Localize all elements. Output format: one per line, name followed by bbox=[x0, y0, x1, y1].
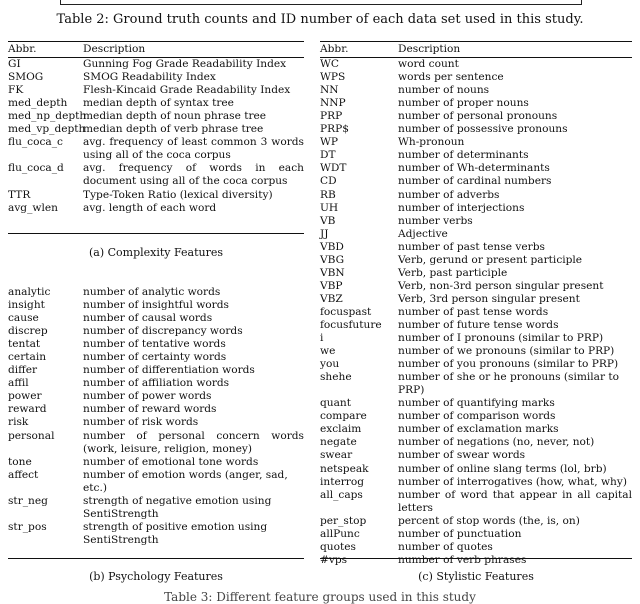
feature-description: avg. length of each word bbox=[83, 201, 217, 214]
feature-abbr: exclaim bbox=[320, 423, 362, 436]
table-row bbox=[320, 254, 632, 267]
feature-description: number of comparison words bbox=[398, 410, 556, 423]
feature-description: number of quantifying marks bbox=[398, 397, 555, 410]
feature-description: strength of positive emotion using SentiStrength bbox=[83, 520, 268, 546]
feature-description: number of verb phrases bbox=[398, 553, 527, 566]
feature-description: number of past tense verbs bbox=[398, 240, 545, 253]
feature-abbr: VBG bbox=[320, 253, 345, 266]
table-row bbox=[320, 423, 632, 436]
feature-abbr: CD bbox=[320, 175, 337, 188]
table-row bbox=[320, 293, 632, 306]
feature-abbr: quotes bbox=[320, 540, 356, 553]
feature-abbr: discrep bbox=[8, 325, 48, 338]
feature-abbr: VB bbox=[320, 214, 336, 227]
feature-description: number of word that appear in all capital letters bbox=[398, 488, 632, 514]
feature-description: median depth of verb phrase tree bbox=[83, 123, 264, 136]
feature-abbr: WPS bbox=[320, 71, 346, 84]
feature-description: strength of negative emotion using SentiStrength bbox=[83, 494, 272, 520]
feature-description: number of you pronouns (similar to PRP) bbox=[398, 358, 619, 371]
table-row bbox=[320, 371, 632, 397]
feature-description: median depth of syntax tree bbox=[83, 97, 234, 110]
feature-description: number of power words bbox=[83, 390, 212, 403]
feature-description: Verb, gerund or present participle bbox=[398, 253, 583, 266]
feature-abbr: affect bbox=[8, 468, 39, 481]
feature-abbr: avg_wlen bbox=[8, 201, 58, 214]
feature-abbr: GI bbox=[8, 58, 21, 71]
feature-abbr: VBZ bbox=[320, 292, 343, 305]
feature-description: Gunning Fog Grade Readability Index bbox=[83, 58, 287, 71]
feature-description: number of swear words bbox=[398, 449, 526, 462]
feature-description: words per sentence bbox=[398, 71, 504, 84]
abbr-header: Abbr. bbox=[320, 43, 349, 55]
feature-abbr: differ bbox=[8, 364, 38, 377]
feature-description: number of causal words bbox=[83, 312, 213, 325]
table-row bbox=[320, 541, 632, 554]
feature-abbr: VBD bbox=[320, 240, 344, 253]
feature-abbr: all_caps bbox=[320, 488, 363, 501]
table-row bbox=[8, 351, 304, 364]
feature-abbr: compare bbox=[320, 410, 367, 423]
feature-description: number of quotes bbox=[398, 540, 493, 553]
feature-abbr: i bbox=[320, 332, 324, 345]
table-row bbox=[8, 521, 304, 547]
table-row bbox=[320, 123, 632, 136]
feature-description: number of cardinal numbers bbox=[398, 175, 552, 188]
feature-abbr: WC bbox=[320, 58, 339, 71]
feature-description: number of negations (no, never, not) bbox=[398, 436, 595, 449]
table-row bbox=[8, 136, 304, 162]
feature-abbr: med_depth bbox=[8, 97, 68, 110]
feature-abbr: per_stop bbox=[320, 514, 367, 527]
feature-description: word count bbox=[398, 58, 459, 71]
feature-description: median depth of noun phrase tree bbox=[83, 110, 267, 123]
stylistic-features-table bbox=[320, 41, 632, 567]
feature-description: number of tentative words bbox=[83, 338, 226, 351]
feature-description: number verbs bbox=[398, 214, 473, 227]
feature-description: Flesh-Kincaid Grade Readability Index bbox=[83, 84, 291, 97]
feature-description: number of certainty words bbox=[83, 351, 227, 364]
feature-abbr: med_vp_depth bbox=[8, 123, 86, 136]
table-row bbox=[320, 215, 632, 228]
feature-description: number of exclamation marks bbox=[398, 423, 559, 436]
feature-description: percent of stop words (the, is, on) bbox=[398, 514, 580, 527]
feature-abbr: UH bbox=[320, 201, 339, 214]
table-row bbox=[8, 390, 304, 403]
feature-abbr: swear bbox=[320, 449, 353, 462]
feature-abbr: negate bbox=[320, 436, 357, 449]
feature-abbr: PRP bbox=[320, 110, 343, 123]
feature-abbr: str_pos bbox=[8, 520, 47, 533]
feature-description: number of affiliation words bbox=[83, 377, 230, 390]
feature-description: number of punctuation bbox=[398, 527, 522, 540]
feature-description: Verb, past participle bbox=[398, 266, 508, 279]
table-row bbox=[320, 267, 632, 280]
table-row bbox=[320, 463, 632, 476]
feature-description: number of personal concern words (work, leisure, religion, money) bbox=[83, 429, 304, 455]
description-header: Description bbox=[398, 43, 461, 55]
feature-abbr: NN bbox=[320, 84, 339, 97]
feature-abbr: risk bbox=[8, 416, 29, 429]
table-header bbox=[8, 41, 304, 58]
feature-abbr: str_neg bbox=[8, 494, 48, 507]
table-row bbox=[320, 136, 632, 149]
complexity-caption: (a) Complexity Features bbox=[88, 246, 224, 259]
table-row bbox=[320, 241, 632, 254]
feature-description: number of personal pronouns bbox=[398, 110, 558, 123]
table-row bbox=[320, 110, 632, 123]
psychology-features-table bbox=[8, 286, 304, 547]
table-3-caption: Table 3: Different feature groups used in this study bbox=[164, 590, 476, 604]
feature-abbr: PRP$ bbox=[320, 123, 349, 136]
feature-description: number of differentiation words bbox=[83, 364, 255, 377]
table-row bbox=[8, 495, 304, 521]
table-row bbox=[8, 71, 304, 84]
feature-abbr: FK bbox=[8, 84, 24, 97]
feature-abbr: power bbox=[8, 390, 42, 403]
table-row bbox=[320, 449, 632, 462]
table-row bbox=[8, 84, 304, 97]
table-row bbox=[8, 97, 304, 110]
abbr-header: Abbr. bbox=[8, 43, 37, 55]
feature-description: avg. frequency of least common 3 words using all of the coca corpus bbox=[83, 136, 304, 162]
table-row bbox=[320, 489, 632, 515]
feature-description: number of insightful words bbox=[83, 299, 229, 312]
table-row bbox=[320, 528, 632, 541]
feature-description: Verb, 3rd person singular present bbox=[398, 292, 580, 305]
table-row bbox=[8, 430, 304, 456]
table-row bbox=[8, 162, 304, 188]
feature-description: Verb, non-3rd person singular present bbox=[398, 279, 604, 292]
feature-description: number of we pronouns (similar to PRP) bbox=[398, 345, 615, 358]
table-row bbox=[8, 286, 304, 299]
table-row bbox=[8, 110, 304, 123]
table-row bbox=[320, 345, 632, 358]
feature-abbr: flu_coca_d bbox=[8, 162, 64, 175]
complexity-bottom-rule bbox=[8, 233, 304, 234]
table-row bbox=[320, 149, 632, 162]
table-header bbox=[320, 41, 632, 58]
feature-abbr: personal bbox=[8, 429, 55, 442]
table-row bbox=[320, 228, 632, 241]
feature-description: SMOG Readability Index bbox=[83, 71, 216, 84]
feature-abbr: interrog bbox=[320, 475, 365, 488]
feature-description: number of risk words bbox=[83, 416, 199, 429]
feature-abbr: WDT bbox=[320, 162, 347, 175]
table-row bbox=[320, 97, 632, 110]
feature-description: number of nouns bbox=[398, 84, 490, 97]
feature-description: number of discrepancy words bbox=[83, 325, 243, 338]
feature-description: number of analytic words bbox=[83, 286, 221, 298]
table-row bbox=[320, 515, 632, 528]
feature-description: number of she or he pronouns (similar to PRP) bbox=[398, 371, 620, 397]
feature-description: number of emotional tone words bbox=[83, 455, 259, 468]
table-row bbox=[320, 162, 632, 175]
feature-abbr: VBP bbox=[320, 279, 343, 292]
feature-description: avg. frequency of words in each document using all of the coca corpus bbox=[83, 162, 304, 188]
feature-abbr: insight bbox=[8, 299, 45, 312]
table-row bbox=[8, 299, 304, 312]
psychology-bottom-rule bbox=[8, 558, 304, 559]
feature-description: number of I pronouns (similar to PRP) bbox=[398, 332, 604, 345]
table-row bbox=[320, 397, 632, 410]
feature-description: Type-Token Ratio (lexical diversity) bbox=[83, 188, 273, 201]
table-row bbox=[8, 377, 304, 390]
table-row bbox=[320, 71, 632, 84]
feature-abbr: DT bbox=[320, 149, 336, 162]
table-row bbox=[8, 325, 304, 338]
stylistic-caption: (c) Stylistic Features bbox=[418, 570, 534, 583]
table-row bbox=[8, 123, 304, 136]
previous-table-frame bbox=[60, 0, 582, 5]
table-row bbox=[320, 189, 632, 202]
table-2-caption: Table 2: Ground truth counts and ID number of each data set used in this study. bbox=[56, 12, 584, 27]
feature-abbr: #vps bbox=[320, 553, 348, 566]
feature-abbr: TTR bbox=[8, 188, 31, 201]
feature-description: number of proper nouns bbox=[398, 97, 529, 110]
table-row bbox=[320, 554, 632, 567]
table-row bbox=[320, 410, 632, 423]
table-row bbox=[8, 469, 304, 495]
feature-abbr: WP bbox=[320, 136, 339, 149]
feature-abbr: shehe bbox=[320, 371, 352, 384]
feature-abbr: analytic bbox=[8, 286, 51, 298]
feature-abbr: tentat bbox=[8, 338, 41, 351]
feature-abbr: med_np_depth bbox=[8, 110, 87, 123]
feature-abbr: reward bbox=[8, 403, 47, 416]
psychology-caption: (b) Psychology Features bbox=[89, 570, 223, 583]
table-row bbox=[8, 312, 304, 325]
table-row bbox=[320, 332, 632, 345]
feature-description: number of online slang terms (lol, brb) bbox=[398, 462, 607, 475]
feature-abbr: you bbox=[320, 358, 340, 371]
feature-description: number of Wh-determinants bbox=[398, 162, 550, 175]
feature-description: number of determinants bbox=[398, 149, 529, 162]
feature-abbr: RB bbox=[320, 188, 336, 201]
feature-abbr: we bbox=[320, 345, 336, 358]
table-row bbox=[320, 202, 632, 215]
feature-description: Adjective bbox=[398, 227, 448, 240]
feature-description: number of interjections bbox=[398, 201, 525, 214]
feature-description: number of interrogatives (how, what, why) bbox=[398, 475, 627, 488]
table-row bbox=[320, 306, 632, 319]
feature-abbr: quant bbox=[320, 397, 352, 410]
table-row bbox=[8, 364, 304, 377]
table-row bbox=[8, 456, 304, 469]
table-row bbox=[320, 476, 632, 489]
feature-abbr: tone bbox=[8, 455, 32, 468]
feature-description: number of adverbs bbox=[398, 188, 500, 201]
feature-abbr: certain bbox=[8, 351, 47, 364]
stylistic-bottom-rule bbox=[320, 558, 632, 559]
feature-abbr: focusfuture bbox=[320, 318, 382, 331]
feature-abbr: cause bbox=[8, 312, 39, 325]
feature-abbr: affil bbox=[8, 377, 29, 390]
table-row bbox=[8, 403, 304, 416]
feature-abbr: SMOG bbox=[8, 71, 44, 84]
table-row bbox=[320, 358, 632, 371]
feature-abbr: NNP bbox=[320, 97, 346, 110]
table-row bbox=[8, 58, 304, 71]
table-row bbox=[320, 175, 632, 188]
complexity-features-table bbox=[8, 41, 304, 215]
table-row bbox=[8, 202, 304, 215]
feature-abbr: focuspast bbox=[320, 305, 372, 318]
table-row bbox=[320, 84, 632, 97]
feature-description: number of future tense words bbox=[398, 318, 559, 331]
feature-description: Wh-pronoun bbox=[398, 136, 465, 149]
table-row bbox=[320, 58, 632, 71]
feature-abbr: netspeak bbox=[320, 462, 369, 475]
feature-description: number of past tense words bbox=[398, 305, 549, 318]
feature-abbr: allPunc bbox=[320, 527, 360, 540]
feature-description: number of possessive pronouns bbox=[398, 123, 568, 136]
table-row bbox=[8, 189, 304, 202]
feature-abbr: VBN bbox=[320, 266, 345, 279]
feature-abbr: JJ bbox=[320, 227, 329, 240]
table-row bbox=[8, 338, 304, 351]
table-row bbox=[320, 319, 632, 332]
table-row bbox=[8, 416, 304, 429]
feature-description: number of emotion words (anger, sad, etc.) bbox=[83, 468, 288, 494]
table-row bbox=[320, 280, 632, 293]
table-row bbox=[320, 436, 632, 449]
description-header: Description bbox=[83, 43, 146, 55]
feature-description: number of reward words bbox=[83, 403, 217, 416]
feature-abbr: flu_coca_c bbox=[8, 136, 63, 149]
